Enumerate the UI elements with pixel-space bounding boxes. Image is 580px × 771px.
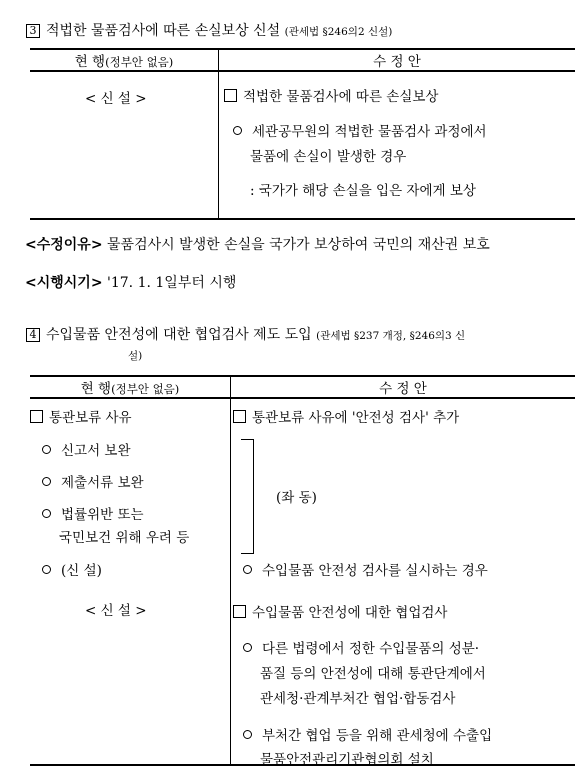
section-number-box: 3 [26, 24, 40, 38]
comparison-table-4 [30, 375, 575, 766]
table-row [30, 398, 575, 765]
revised-item: 수입물품 안전성 검사를 실시하는 경우 [243, 559, 488, 579]
revision-reason [25, 234, 490, 254]
revised-item-cont: 품질 등의 안전성에 대해 통관단계에서 [260, 666, 486, 682]
header-revised: 수 정 안 [219, 49, 576, 71]
current-item: 신고서 보완 [42, 439, 131, 459]
circle-bullet-icon [42, 509, 51, 518]
circle-bullet-icon [243, 643, 252, 652]
checkbox-square-icon [224, 89, 237, 102]
revised-item: 다른 법령에서 정한 수입물품의 성분· [243, 637, 479, 657]
revised-heading: 수입물품 안전성에 대한 협업검사 [233, 601, 447, 621]
revised-item-note: : 국가가 해당 손실을 입은 자에게 보상 [250, 183, 476, 199]
circle-bullet-icon [243, 730, 252, 739]
effective-text: '17. 1. 1일부터 시행 [107, 275, 237, 291]
table-header [30, 376, 575, 398]
current-item: 법률위반 또는 [42, 503, 144, 523]
checkbox-square-icon [233, 410, 246, 423]
revised-item: 부처간 협업 등을 위해 관세청에 수출입 [243, 724, 492, 744]
header-current: 현 행(정부안 없음) [30, 376, 231, 398]
current-cell [30, 398, 231, 765]
header-current: 현 행(정부안 없음) [30, 49, 219, 71]
comparison-table-3 [30, 48, 575, 220]
section-3-title [26, 20, 392, 40]
effective-date [25, 272, 236, 292]
section-4-title [26, 324, 465, 344]
circle-bullet-icon [233, 126, 242, 135]
effective-label: <시행시기> [25, 275, 103, 291]
section-title-text: 수입물품 안전성에 대한 협업검사 제도 도입 [46, 327, 312, 343]
current-heading: 통관보류 사유 [30, 406, 132, 426]
revised-item-cont: 물품안전관리기관협의회 설치 [260, 752, 434, 768]
revised-cell [219, 71, 576, 219]
table-row [30, 71, 575, 219]
revised-item: 세관공무원의 적법한 물품검사 과정에서 [233, 120, 487, 140]
same-as-left-label: (좌 동) [276, 490, 317, 506]
section-number-box: 4 [26, 328, 40, 342]
reason-label: <수정이유> [25, 237, 103, 253]
current-item: (신 설) [42, 559, 102, 579]
checkbox-square-icon [30, 410, 43, 423]
current-item: 제출서류 보완 [42, 471, 144, 491]
revised-heading: 통관보류 사유에 '안전성 검사' 추가 [233, 406, 459, 426]
reason-text: 물품검사시 발생한 손실을 국가가 보상하여 국민의 재산권 보호 [107, 237, 490, 253]
law-reference-cont: 설) [128, 350, 143, 362]
current-item-cont: 국민보건 위해 우려 등 [59, 530, 190, 546]
table-header [30, 49, 575, 71]
circle-bullet-icon [42, 565, 51, 574]
section-title-text: 적법한 물품검사에 따른 손실보상 신설 [46, 23, 281, 39]
circle-bullet-icon [42, 477, 51, 486]
circle-bullet-icon [243, 565, 252, 574]
law-reference: (관세법 §246의2 신설) [284, 26, 393, 38]
revised-heading: 적법한 물품검사에 따른 손실보상 [224, 85, 438, 105]
checkbox-square-icon [233, 605, 246, 618]
law-reference: (관세법 §237 개정, §246의3 신 [316, 330, 466, 342]
circle-bullet-icon [42, 445, 51, 454]
same-as-left-bracket [241, 439, 254, 554]
header-revised: 수 정 안 [231, 376, 576, 398]
new-provision-label: < 신 설 > [85, 91, 147, 107]
new-provision-label: < 신 설 > [85, 603, 147, 619]
current-cell [30, 71, 219, 219]
revised-item-cont: 관세청·관계부처간 협업·합동검사 [260, 691, 456, 707]
revised-cell [231, 398, 576, 768]
revised-item-cont: 물품에 손실이 발생한 경우 [250, 149, 407, 165]
